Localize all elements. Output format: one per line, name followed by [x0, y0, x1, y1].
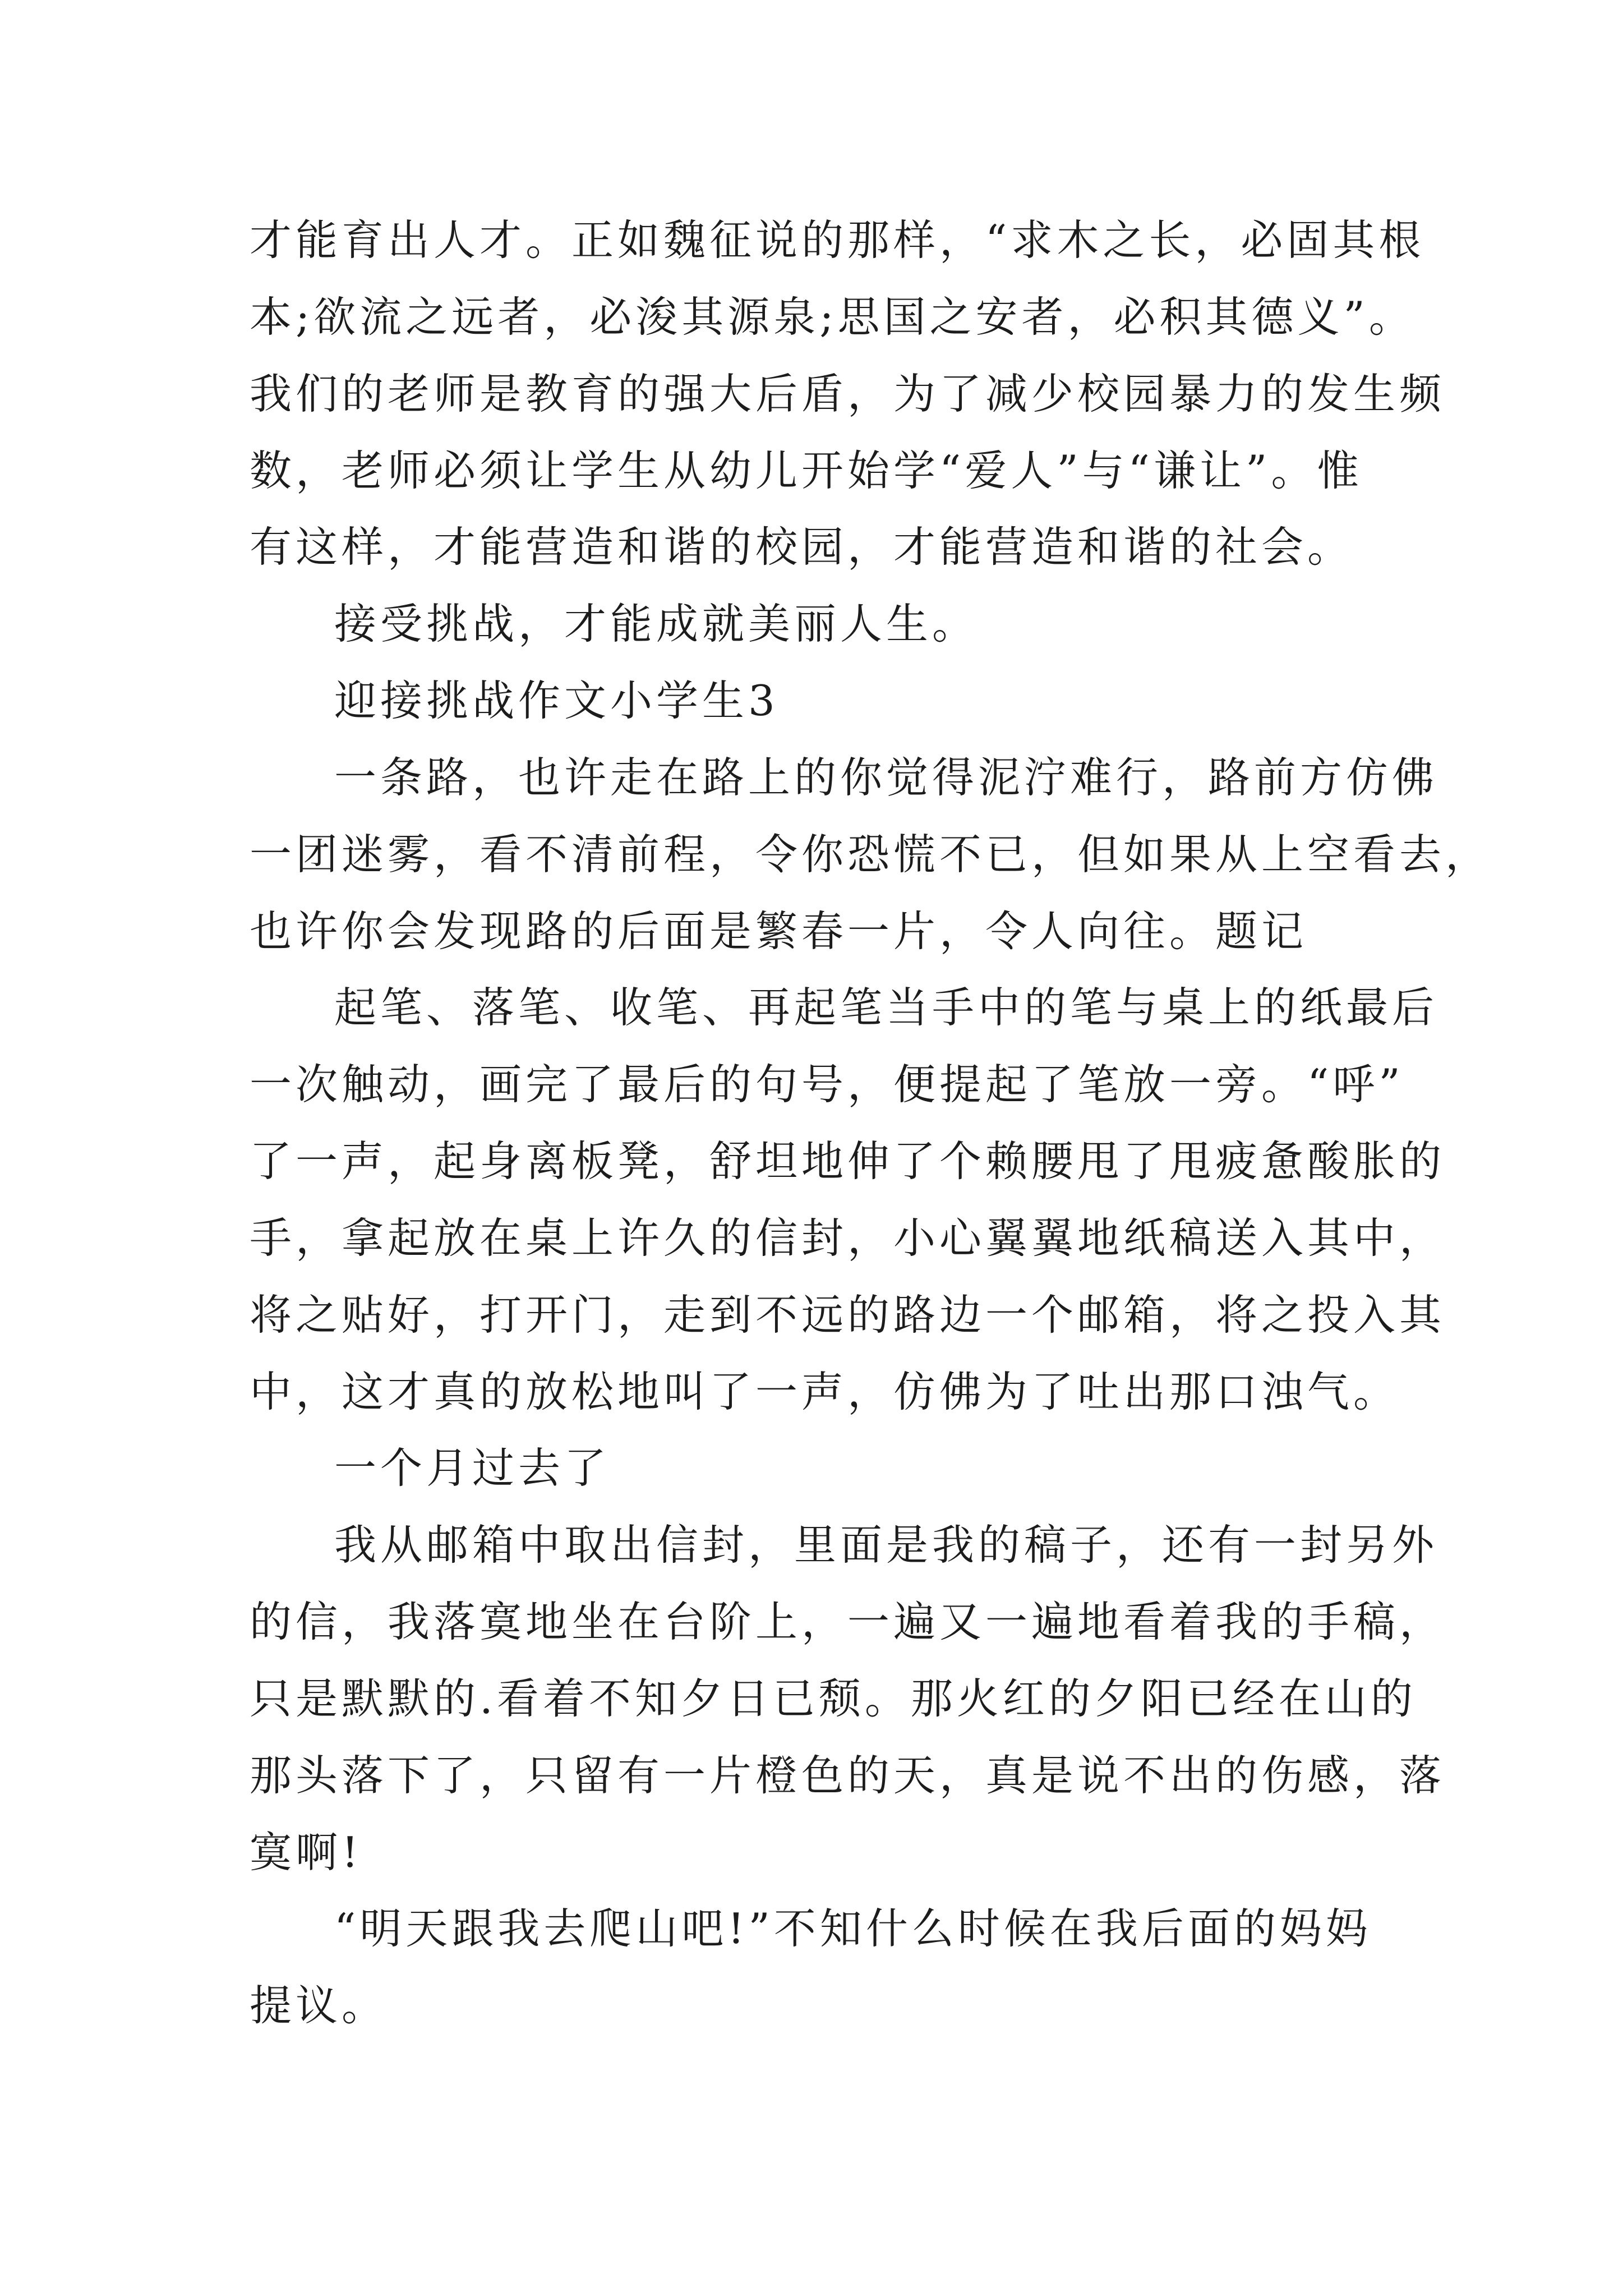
text-line: 我们的老师是教育的强大后盾，为了减少校园暴力的发生频	[250, 369, 1446, 418]
text-line: 手，拿起放在桌上许久的信封，小心翼翼地纸稿送入其中，	[250, 1213, 1446, 1263]
text-line: 我从邮箱中取出信封，里面是我的稿子，还有一封另外	[334, 1520, 1438, 1570]
text-line: 只是默默的.看着不知夕日已颓。那火红的夕阳已经在山的	[250, 1674, 1417, 1723]
text-line: 中，这才真的放松地叫了一声，仿佛为了吐出那口浊气。	[250, 1367, 1400, 1416]
text-line: 寞啊!	[250, 1828, 363, 1877]
text-line: 接受挑战，才能成就美丽人生。	[334, 599, 979, 648]
text-line: 将之贴好，打开门，走到不远的路边一个邮箱，将之投入其	[250, 1290, 1446, 1340]
text-line: 才能育出人才。正如魏征说的那样，“求木之长，必固其根	[250, 215, 1425, 265]
text-line: 也许你会发现路的后面是繁春一片，令人向往。题记	[250, 907, 1308, 956]
text-line: 一条路，也许走在路上的你觉得泥泞难行，路前方仿佛	[334, 753, 1438, 802]
section-heading: 迎接挑战作文小学生3	[334, 676, 779, 725]
text-line: 有这样，才能营造和谐的校园，才能营造和谐的社会。	[250, 522, 1354, 572]
text-line: 一次触动，画完了最后的句号，便提起了笔放一旁。“呼”	[250, 1060, 1404, 1109]
text-line: 一团迷雾，看不清前程，令你恐慌不已，但如果从上空看去，	[250, 830, 1492, 879]
text-line: 一个月过去了	[334, 1443, 611, 1493]
text-line: 提议。	[250, 1981, 388, 2030]
text-line: 本;欲流之远者，必浚其源泉;思国之安者，必积其德义”。	[250, 292, 1415, 342]
text-line: 的信，我落寞地坐在台阶上，一遍又一遍地看着我的手稿，	[250, 1597, 1446, 1646]
text-line: 数，老师必须让学生从幼儿开始学“爱人”与“谦让”。惟	[250, 446, 1363, 495]
text-line: “明天跟我去爬山吧!”不知什么时候在我后面的妈妈	[334, 1904, 1372, 1953]
text-line: 起笔、落笔、收笔、再起笔当手中的笔与桌上的纸最后	[334, 983, 1438, 1032]
text-line: 那头落下了，只留有一片橙色的天，真是说不出的伤感，落	[250, 1751, 1446, 1800]
text-line: 了一声，起身离板凳，舒坦地伸了个赖腰甩了甩疲惫酸胀的	[250, 1137, 1446, 1186]
